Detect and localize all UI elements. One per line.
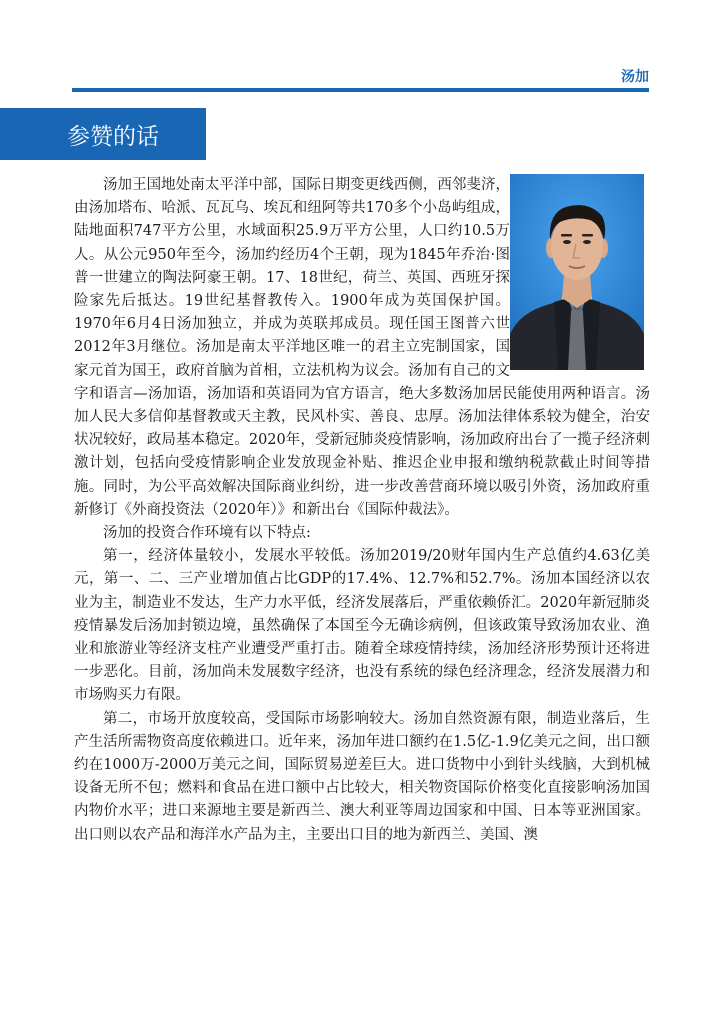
page-title: 参赞的话 [67, 123, 159, 150]
paragraph-intro: 汤加王国地处南太平洋中部，国际日期变更线西侧，西邻斐济，由汤加塔布、哈派、瓦瓦乌、埃瓦和纽阿等共170多个小岛屿组成，陆地面积747平方公里，水域面积25.9万平方公里，人口约10.5万人。从公元950年至今，汤加约经历4个王朝，现为1845年乔治·图普一世建立的陶法阿豪王朝。17、18世纪，荷兰、英国、西班牙探险家先后抵达。19世纪基督教传入。1900年成为英国保护国。1970年6月4日汤加独立，并成为英联邦成员。现任国王图普六世2012年3月继位。汤加是南太平洋地区唯一的君主立宪制国家，国家元首为国王，政府首脑为首相，立法机构为议会。汤加有自己的文字和语言—汤加语，汤加语和英语同为官方语言，绝大多数汤加居民能使用两种语言。汤加人民大多信仰基督教或天主教，民风朴实、善良、忠厚。汤加法律体系较为健全，治安状况较好，政局基本稳定。2020年，受新冠肺炎疫情影响，汤加政府出台了一揽子经济刺激计划，包括向受疫情影响企业发放现金补贴、推迟企业申报和缴纳税款截止时间等措施。同时，为公平高效解决国际商业纠纷，进一步改善营商环境以吸引外资，汤加政府重新修订《外商投资法（2020年）》和新出台《国际仲裁法》。 [74, 177, 650, 518]
paragraph-features-lead: 汤加的投资合作环境有以下特点: [103, 525, 311, 542]
header-divider [72, 88, 649, 92]
paragraph-point-one: 第一，经济体量较小，发展水平较低。汤加2019/20财年国内生产总值约4.63亿美元，第一、二、三产业增加值占比GDP的17.4%、12.7%和52.7%。汤加本国经济以农业为主，制造业不发达，生产力水平低，经济发展落后，严重依赖侨汇。2020年新冠肺炎疫情暴发后汤加封锁边境，虽然确保了本国至今无确诊病例，但该政策导致汤加农业、渔业和旅游业等经济支柱产业遭受严重打击。随着全球疫情持续，汤加经济形势预计还将进一步恶化。目前，汤加尚未发展数字经济，也没有系统的绿色经济理念，经济发展潜力和市场购买力有限。 [74, 548, 650, 704]
photo-spacer [510, 174, 650, 370]
section-label: 汤加 [621, 69, 649, 85]
page-title-banner [0, 108, 206, 160]
body-text [74, 174, 650, 847]
paragraph-point-two: 第二，市场开放度较高，受国际市场影响较大。汤加自然资源有限，制造业落后，生产生活所需物资高度依赖进口。近年来，汤加年进口额约在1.5亿-1.9亿美元之间，出口额约在1000万-2000万美元之间，国际贸易逆差巨大。进口货物中小到针头线脑，大到机械设备无所不包；燃料和食品在进口额中占比较大，相关物资国际价格变化直接影响汤加国内物价水平；进口来源地主要是新西兰、澳大利亚等周边国家和中国、日本等亚洲国家。出口则以农产品和海洋水产品为主，主要出口目的地为新西兰、美国、澳 [74, 710, 650, 843]
